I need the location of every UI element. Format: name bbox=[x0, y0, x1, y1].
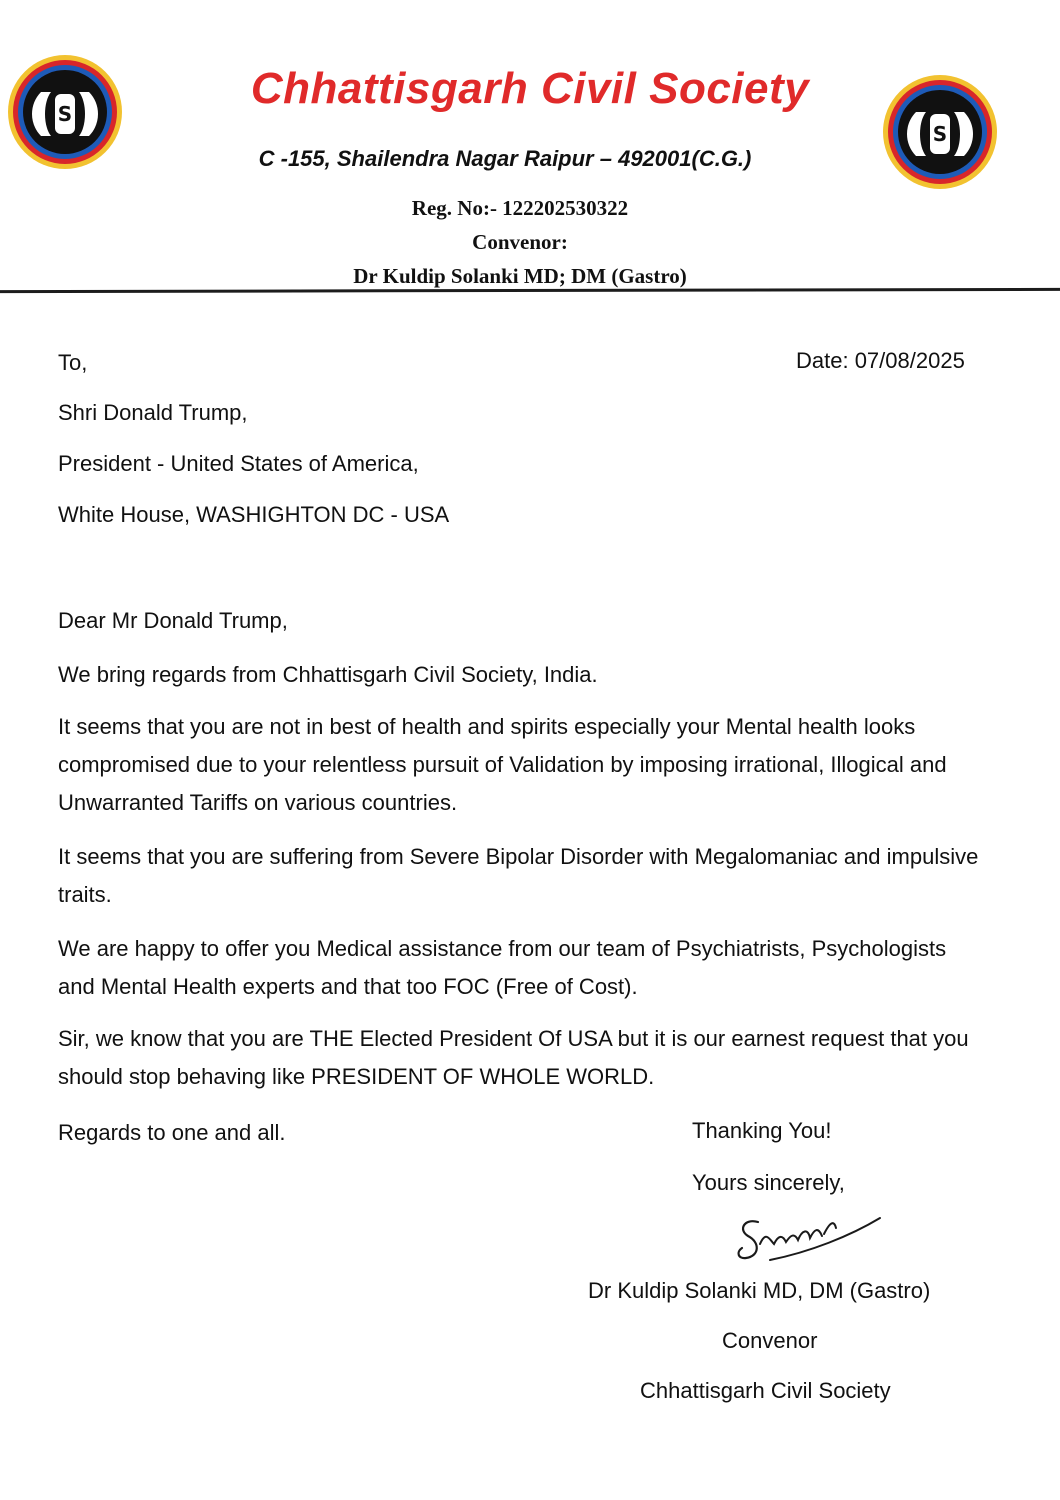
convenor-label: Convenor: bbox=[472, 230, 568, 254]
paragraph-1: We bring regards from Chhattisgarh Civil Society, India. bbox=[58, 662, 598, 687]
yours-sincerely: Yours sincerely, bbox=[692, 1170, 845, 1195]
letter-date: Date: 07/08/2025 bbox=[796, 348, 965, 373]
recipient-name: Shri Donald Trump, bbox=[58, 400, 248, 425]
paragraph-5: Sir, we know that you are THE Elected President Of USA but it is our earnest request that you should stop behaving like PRESIDENT OF WHOLE WORLD. bbox=[58, 1026, 969, 1089]
convenor-name: Dr Kuldip Solanki MD; DM (Gastro) bbox=[353, 264, 687, 288]
thanking-line: Thanking You! bbox=[692, 1118, 832, 1143]
signer-name: Dr Kuldip Solanki MD, DM (Gastro) bbox=[588, 1278, 931, 1303]
regards-line: Regards to one and all. bbox=[58, 1120, 286, 1145]
signature-icon bbox=[730, 1200, 890, 1270]
paragraph-2: It seems that you are not in best of health and spirits especially your Mental health looks compromised due to your relentless pursuit of Validation by imposing irrational, Illogical and Unwarranted Tariffs on various countries. bbox=[58, 714, 947, 815]
org-address: C -155, Shailendra Nagar Raipur – 492001(C.G.) bbox=[258, 146, 752, 171]
salutation: Dear Mr Donald Trump, bbox=[58, 608, 288, 633]
paragraph-3: It seems that you are suffering from Severe Bipolar Disorder with Megalomaniac and impulsive traits. bbox=[58, 844, 979, 907]
svg-text:S: S bbox=[57, 102, 73, 126]
paragraph-4: We are happy to offer you Medical assistance from our team of Psychiatrists, Psychologists and Mental Health experts and that too FOC (Free of Cost). bbox=[58, 936, 947, 999]
org-title: Chhattisgarh Civil Society bbox=[250, 64, 810, 113]
svg-text:S: S bbox=[932, 122, 948, 146]
recipient-to: To, bbox=[58, 350, 88, 375]
registration-number: Reg. No:- 122202530322 bbox=[411, 196, 629, 220]
signer-org: Chhattisgarh Civil Society bbox=[640, 1378, 891, 1403]
recipient-title: President - United States of America, bbox=[58, 451, 419, 476]
signer-role: Convenor bbox=[722, 1328, 818, 1353]
recipient-address: White House, WASHIGHTON DC - USA bbox=[58, 502, 450, 527]
